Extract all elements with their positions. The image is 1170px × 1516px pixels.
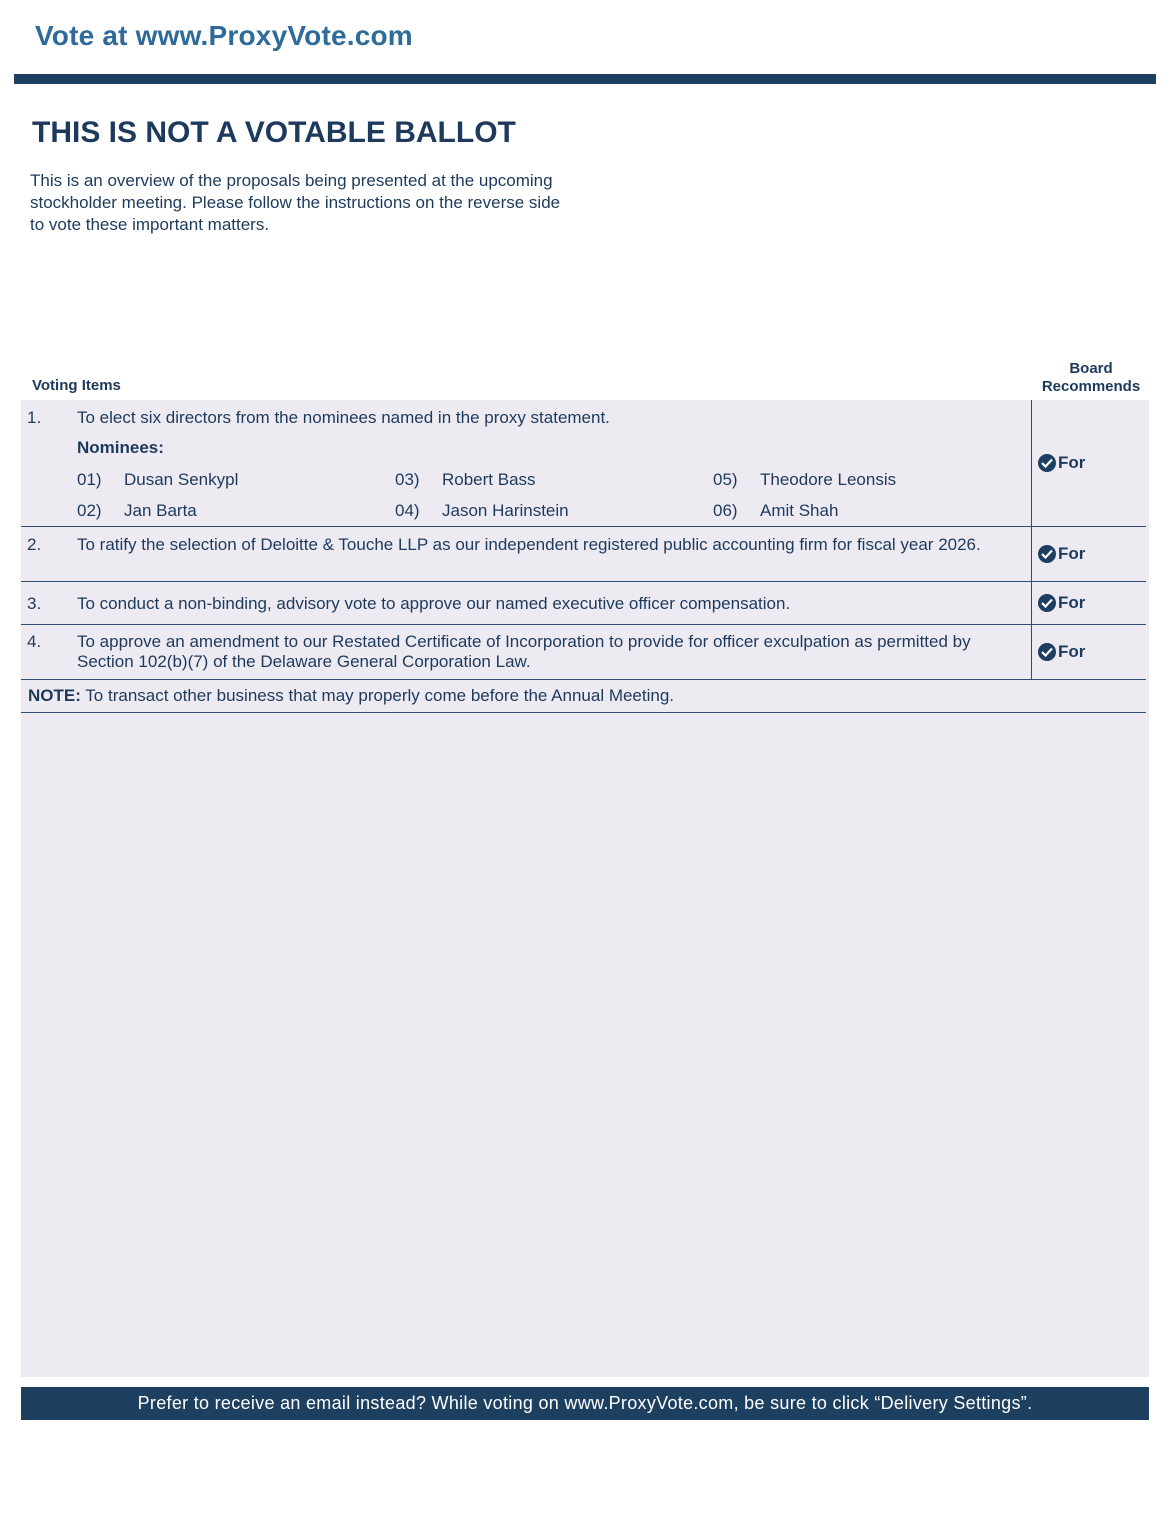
nominee-number: 05): [713, 470, 738, 489]
item-text: To approve an amendment to our Restated Certificate of Incorporation to provide for officer exculpation as permitted by Section 102(b)(7) of the Delaware General Corporation Law.: [77, 632, 971, 671]
item-number: 2.: [27, 535, 42, 554]
recommendation-cell: [1031, 527, 1146, 581]
nominee-number: 03): [395, 470, 420, 489]
nominee-name: Jason Harinstein: [442, 501, 569, 520]
nominee-name: Theodore Leonsis: [760, 470, 897, 489]
check-circle-icon: [1038, 545, 1056, 563]
header-divider: [14, 74, 1156, 84]
item-number: 4.: [27, 632, 42, 651]
nominee-06: [713, 501, 838, 521]
nominee-01: [77, 470, 238, 490]
nominee-name: Amit Shah: [760, 501, 839, 520]
check-circle-icon: [1038, 643, 1056, 661]
recommendation-cell: [1031, 400, 1146, 526]
check-circle-icon: [1038, 454, 1056, 472]
nominee-02: [77, 501, 197, 521]
item-text: To conduct a non-binding, advisory vote to approve our named executive officer compensation.: [77, 594, 791, 613]
site-title: Vote at www.ProxyVote.com: [35, 20, 413, 51]
nominee-name: Dusan Senkypl: [124, 470, 239, 489]
nominees-title: Nominees:: [77, 438, 164, 457]
item-text: To elect six directors from the nominees named in the proxy statement.: [77, 408, 610, 427]
recommendation-label: For: [1058, 453, 1086, 472]
voting-item-3: [21, 582, 1146, 625]
page-title: THIS IS NOT A VOTABLE BALLOT: [32, 116, 516, 149]
note-divider: [21, 712, 1146, 713]
recommendation-label: For: [1058, 593, 1086, 612]
recommendation-label: For: [1058, 642, 1086, 661]
item-number: 3.: [27, 594, 42, 613]
nominee-name: Robert Bass: [442, 470, 536, 489]
note-label: NOTE:: [28, 686, 81, 705]
nominee-name: Jan Barta: [124, 501, 197, 520]
recommendation-cell: [1031, 625, 1146, 679]
voting-items-header: Voting Items: [32, 377, 121, 394]
nominee-number: 02): [77, 501, 102, 520]
note-text: To transact other business that may properly come before the Annual Meeting.: [80, 686, 675, 705]
recommendation-label: For: [1058, 544, 1086, 563]
intro-paragraph: This is an overview of the proposals being presented at the upcoming stockholder meeting. Please follow the instructions on the reverse side to vote these important matters.: [30, 171, 561, 234]
recommendation-cell: [1031, 582, 1146, 624]
voting-item-4: [21, 625, 1146, 680]
nominee-04: [395, 501, 569, 521]
nominee-number: 04): [395, 501, 420, 520]
voting-item-2: [21, 527, 1146, 582]
board-recommends-header: Board Recommends: [1041, 360, 1141, 395]
nominee-number: 01): [77, 470, 102, 489]
footer-banner: Prefer to receive an email instead? While voting on www.ProxyVote.com, be sure to click “Delivery Settings”.: [21, 1387, 1149, 1420]
voting-item-1: [21, 400, 1146, 527]
nominee-03: [395, 470, 536, 490]
nominee-number: 06): [713, 501, 738, 520]
note-line: [28, 686, 674, 706]
item-text: To ratify the selection of Deloitte & Touche LLP as our independent registered public accounting firm for fiscal year 2026.: [77, 535, 981, 554]
item-number: 1.: [27, 408, 42, 427]
nominee-05: [713, 470, 896, 490]
check-circle-icon: [1038, 594, 1056, 612]
